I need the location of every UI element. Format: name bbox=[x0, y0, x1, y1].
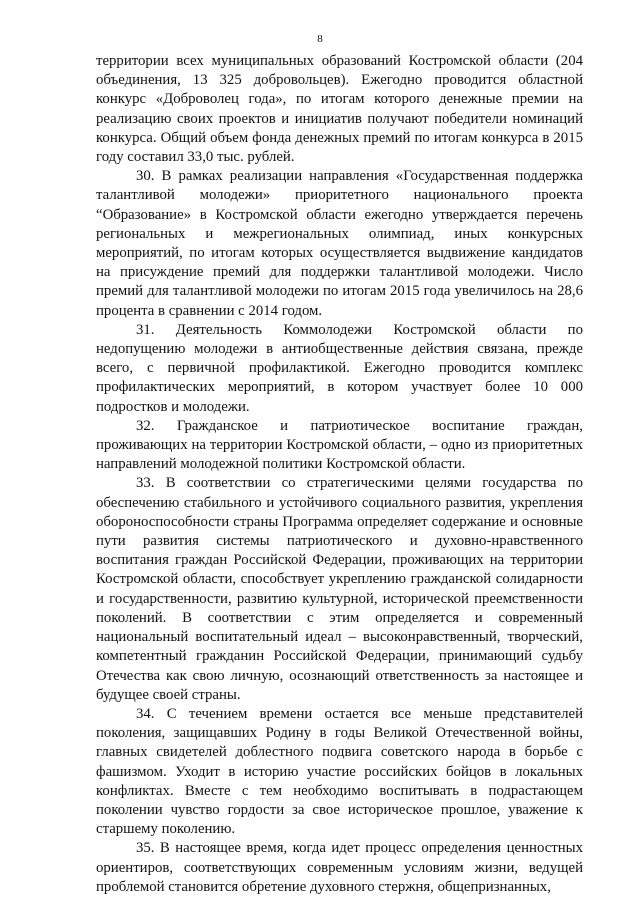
paragraph-32: 32. Гражданское и патриотическое воспитание граждан, проживающих на территории Костромской области, – одно из приоритетных направлений молодежной политики Костромской области. bbox=[96, 417, 583, 473]
paragraph-33: 33. В соответствии со стратегическими целями государства по обеспечению стабильного и устойчивого социального развития, укрепления обороноспособности страны Программа определяет содержание и основные пути развития системы патриотического и духовно-нравственного воспитания граждан Российской Федерации, проживающих на территории Костромской области, способствует укреплению гражданской солидарности и государственности, развитию культурной, исторической преемственности поколений. В соответствии с этим определяется и современный национальный воспитательный идеал – высоконравственный, творческий, компетентный гражданин Российской Федерации, принимающий судьбу Отечества как свою личную, осознающий ответственность за настоящее и будущее своей страны. bbox=[96, 475, 583, 703]
paragraph-35: 35. В настоящее время, когда идет процесс определения ценностных ориентиров, соответствующих современным условиям жизни, ведущей проблемой становится обретение духовного стержня, общепризнанных, bbox=[96, 840, 583, 895]
paragraph-30: 30. В рамках реализации направления «Государственная поддержка талантливой молодежи» приоритетного национального проекта “Образование» в Костромской области ежегодно утверждается перечень региональных и межрегиональных олимпиад, иных конкурсных мероприятий, по итогам которых осуществляется выдвижение кандидатов на присуждение премий для поддержки талантливой молодежи. Число премий для талантливой молодежи по итогам 2015 года увеличилось на 28,6 процента в сравнении с 2014 годом. bbox=[96, 168, 583, 319]
page-number: 8 bbox=[317, 33, 323, 45]
paragraph-continued: территории всех муниципальных образований Костромской области (204 объединения, 13 325 добровольцев). Ежегодно проводится областной конкурс «Доброволец года», по итогам которого денежные премии на реализацию своих проектов и инициатив получают победители номинаций конкурса. Общий объем фонда денежных премий по итогам конкурса в 2015 году составил 33,0 тыс. рублей. bbox=[96, 53, 583, 166]
paragraph-31: 31. Деятельность Коммолодежи Костромской области по недопущению молодежи в антиобщественные действия связана, прежде всего, с первичной профилактикой. Ежегодно проводится комплекс профилактических мероприятий, в котором участвует более 10 000 подростков и молодежи. bbox=[96, 321, 583, 415]
paragraph-34: 34. С течением времени остается все меньше представителей поколения, защищавших Родину в годы Великой Отечественной войны, главных свидетелей доблестного подвига советского народа в борьбе с фашизмом. Уходит в историю участие российских бойцов в локальных конфликтах. Вместе с тем необходимо воспитывать в подрастающем поколении чувство гордости за свое историческое прошлое, уважение к старшему поколению. bbox=[96, 705, 583, 838]
document-body bbox=[96, 52, 583, 897]
